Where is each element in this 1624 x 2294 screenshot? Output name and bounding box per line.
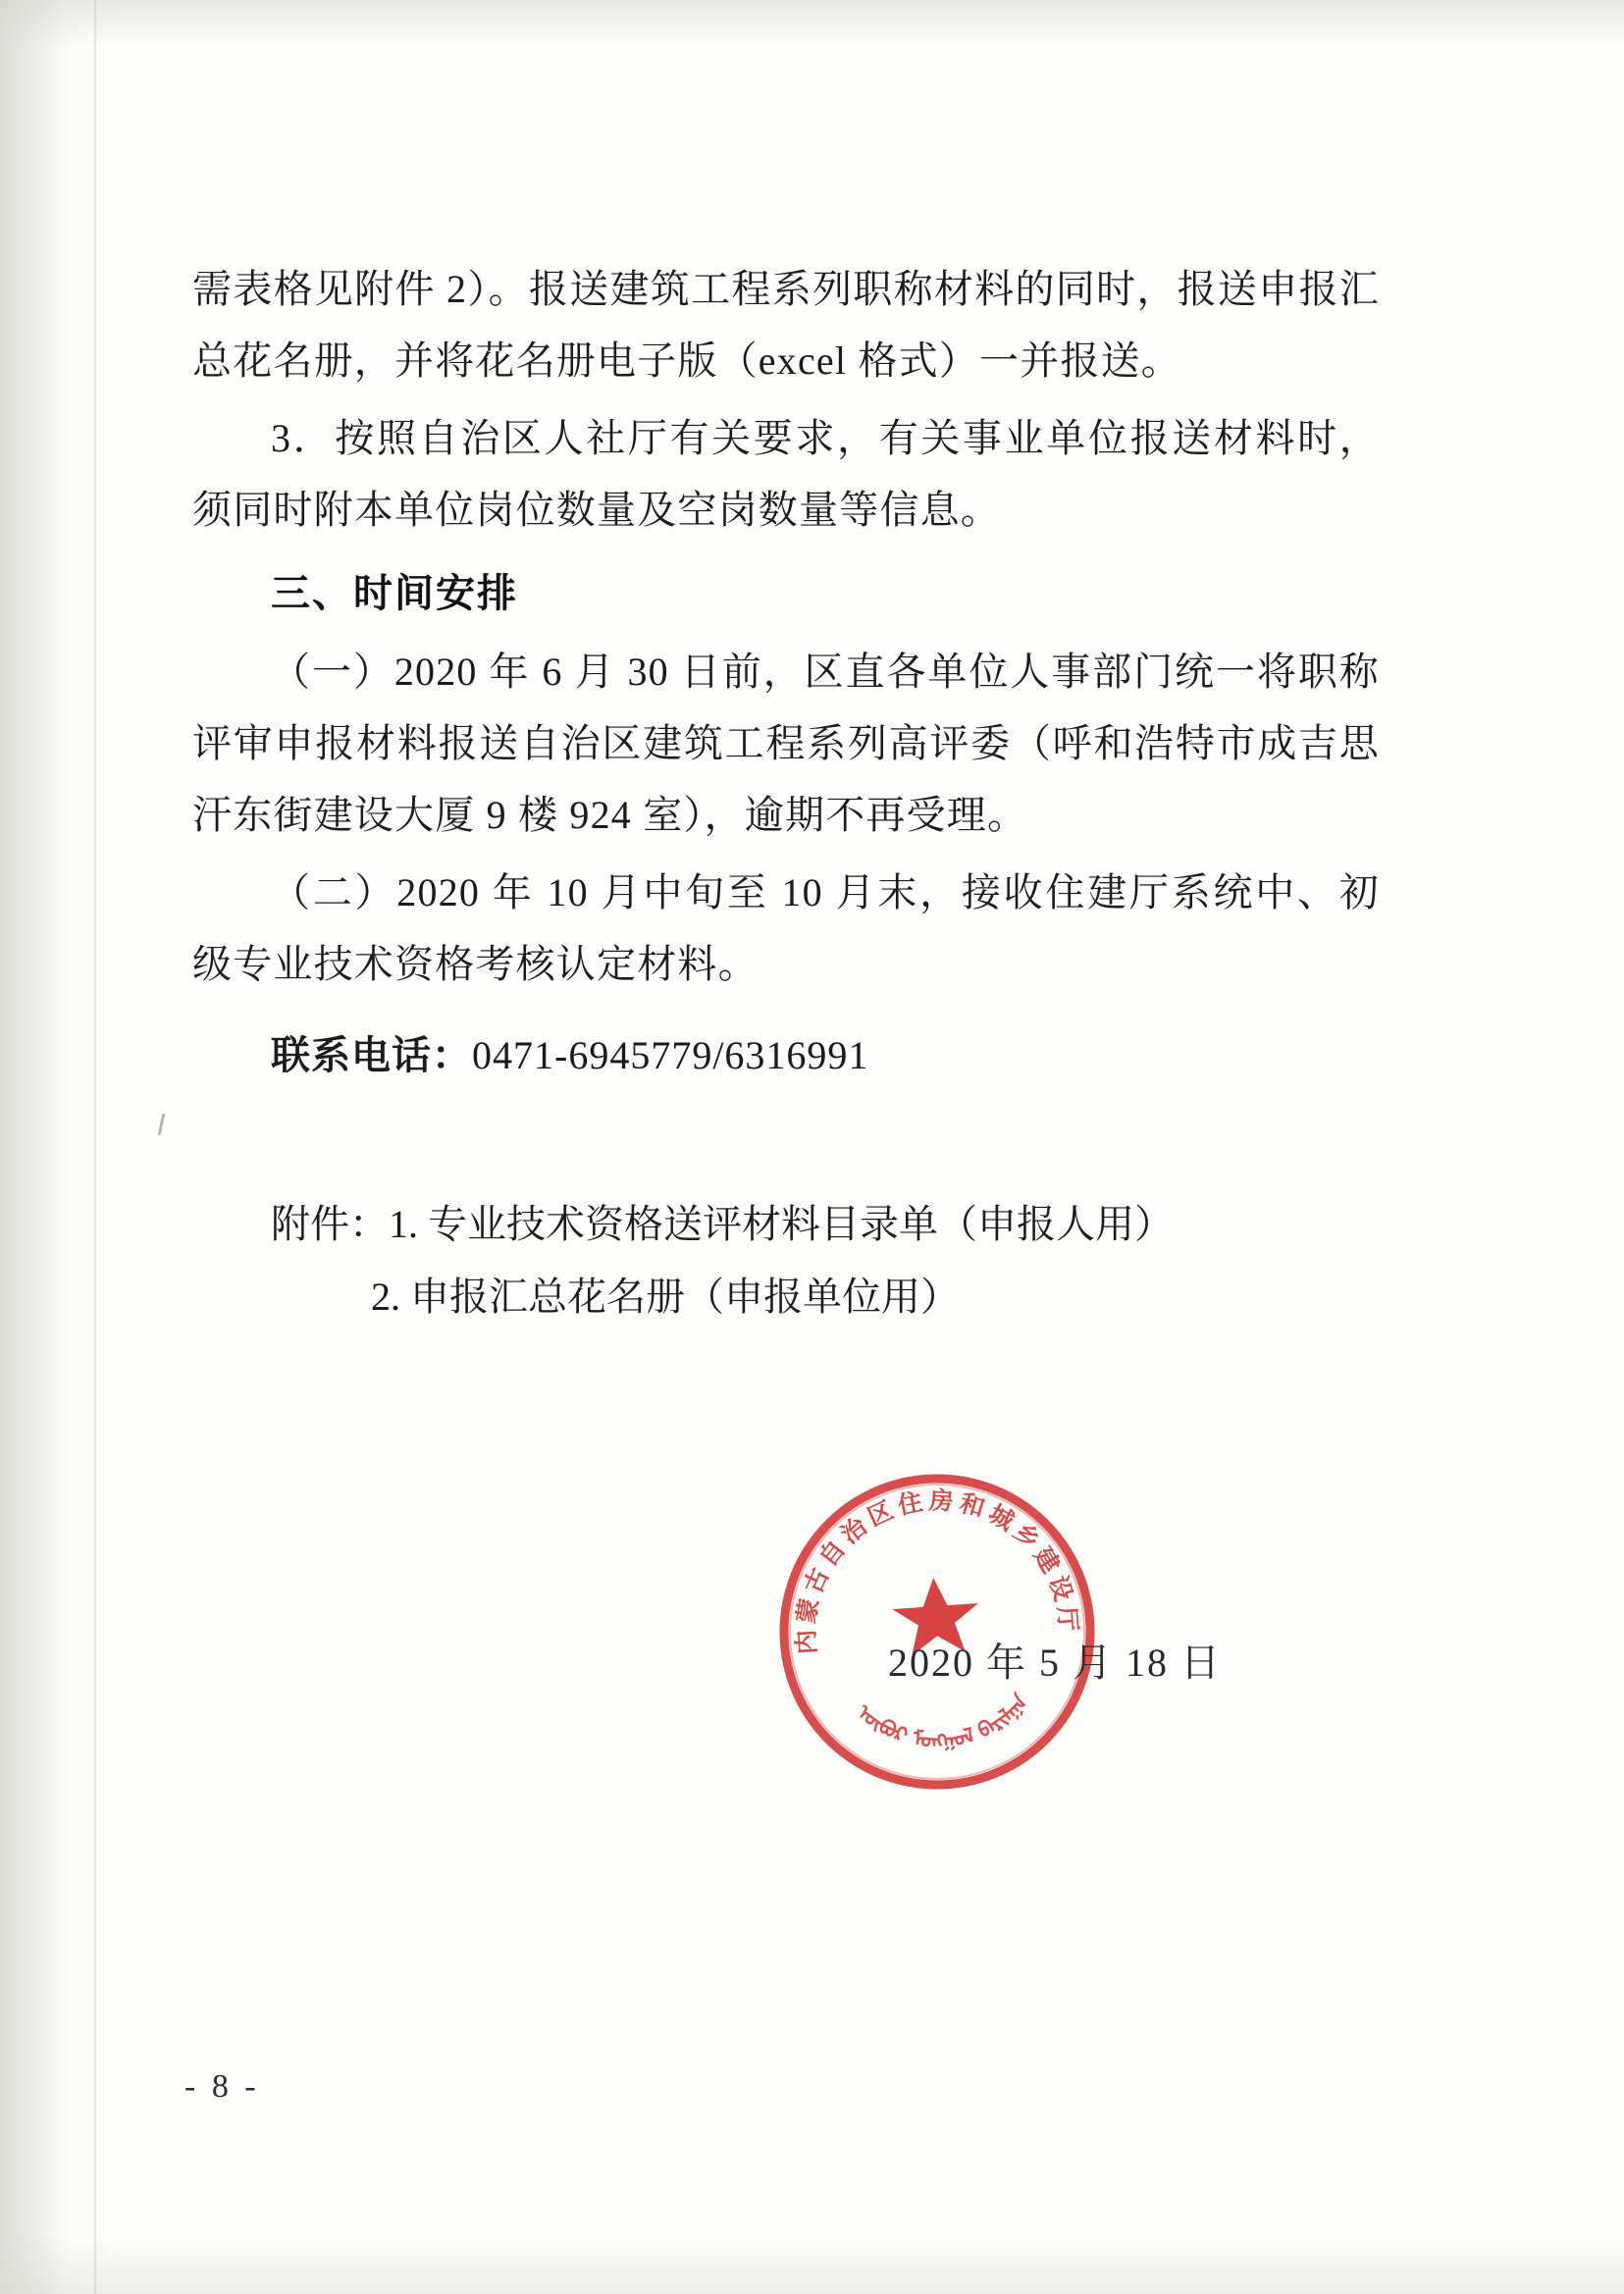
attachment-item-2: 2. 申报汇总花名册（申报单位用）	[371, 1275, 960, 1319]
attachment-item-1: 附件：1. 专业技术资格送评材料目录单（申报人用）	[271, 1202, 1174, 1246]
scan-shadow-left	[0, 0, 69, 2294]
contact-phone-number: 0471-6945779/6316991	[472, 1033, 869, 1077]
paragraph-item3: 3．按照自治区人社厅有关要求，有关事业单位报送材料时，须同时附本单位岗位数量及空岗数量等信息。	[192, 416, 1380, 532]
svg-text:ᠦᠪᠦᠷ ᠮᠣᠩᠭᠣᠯ ᠪᠠᠷᠢᠯᠭᠠ: ᠦᠪᠦᠷ ᠮᠣᠩᠭᠣᠯ ᠪᠠᠷᠢᠯᠭᠠ	[852, 1690, 1033, 1753]
attachments-block	[192, 1188, 1380, 1333]
page-number: - 8 -	[184, 2068, 260, 2105]
scan-artifact-mark	[158, 1114, 166, 1135]
scan-shadow-top	[0, 0, 1624, 47]
svg-text:内蒙古自治区住房和城乡建设厅: 内蒙古自治区住房和城乡建设厅	[791, 1486, 1083, 1655]
scan-fold-line	[94, 0, 96, 2294]
paragraph-item2-continued: 需表格见附件 2）。报送建筑工程系列职称材料的同时，报送申报汇总花名册，并将花名册电子版（excel 格式）一并报送。	[192, 267, 1380, 383]
section-heading-schedule: 三、时间安排	[271, 571, 518, 616]
contact-label: 联系电话：	[271, 1033, 472, 1078]
scan-shadow-bottom	[0, 2235, 1624, 2294]
contact-line	[192, 1017, 1380, 1094]
paragraph-timeline-2: （二）2020 年 10 月中旬至 10 月末，接收住建厅系统中、初级专业技术资格考核认定材料。	[192, 870, 1380, 986]
paragraph-timeline-1: （一）2020 年 6 月 30 日前，区直各单位人事部门统一将职称评审申报材料报送自治区建筑工程系列高评委（呼和浩特市成吉思汗东街建设大厦 9 楼 924 室），逾期不再受理。	[192, 650, 1380, 837]
document-date: 2020 年 5 月 18 日	[888, 1641, 1222, 1685]
document-body	[192, 253, 1380, 1333]
